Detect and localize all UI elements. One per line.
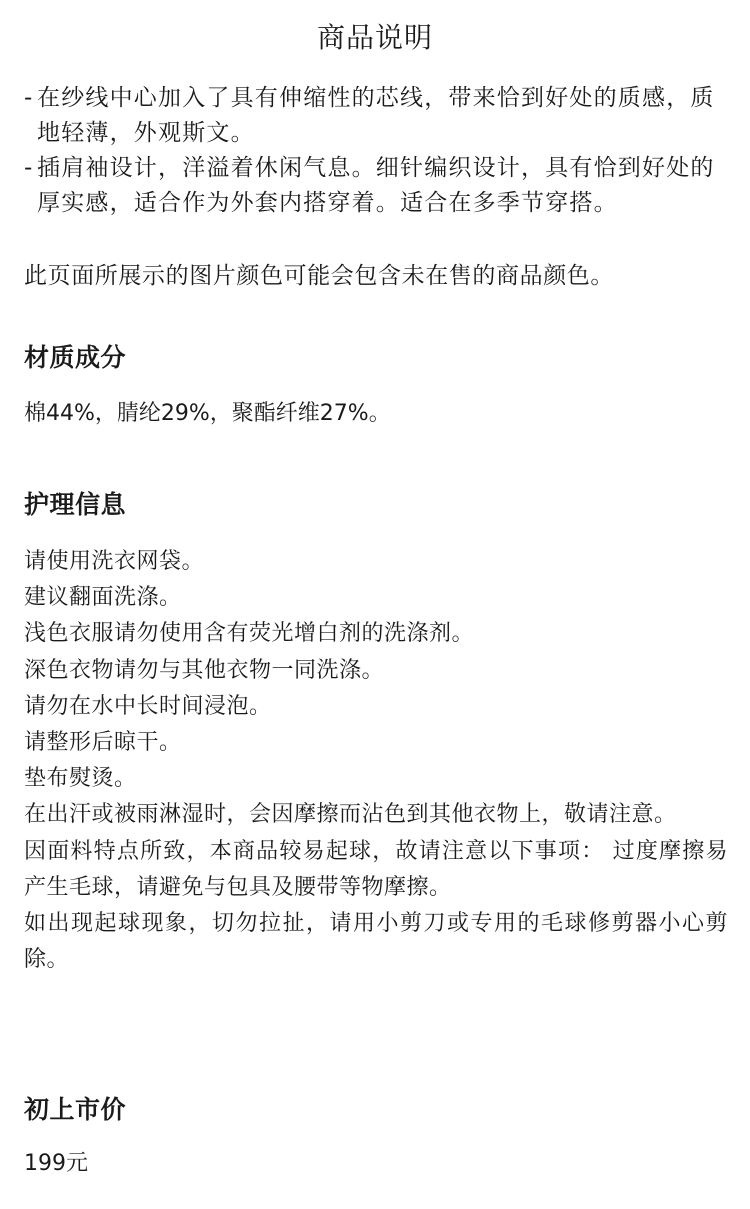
care-item: 如出现起球现象，切勿拉扯，请用小剪刀或专用的毛球修剪器小心剪除。 [24, 911, 728, 973]
material-heading: 材质成分 [24, 343, 127, 372]
feature-bullet-list [24, 81, 728, 221]
care-item: 浅色衣服请勿使用含有荧光增白剂的洗涤剂。 [24, 621, 475, 647]
feature-bullet [24, 151, 728, 221]
bullet-dash: - [24, 85, 34, 111]
material-composition: 棉44%，腈纶29%，聚酯纤维27%。 [24, 401, 391, 426]
launch-price: 199元 [24, 1151, 88, 1176]
feature-bullet [24, 81, 728, 151]
color-disclaimer: 此页面所展示的图片颜色可能会包含未在售的商品颜色。 [24, 263, 614, 289]
feature-bullet-text: 在纱线中心加入了具有伸缩性的芯线，带来恰到好处的质感，质地轻薄，外观斯文。 [37, 85, 715, 146]
care-item: 请使用洗衣网袋。 [24, 549, 205, 574]
care-item: 请整形后晾干。 [24, 730, 182, 756]
care-item: 深色衣物请勿与其他衣物一同洗涤。 [24, 657, 385, 683]
care-item: 建议翻面洗涤。 [24, 585, 182, 611]
care-heading: 护理信息 [24, 490, 127, 519]
feature-bullet-text: 插肩袖设计，洋溢着休闲气息。细针编织设计，具有恰到好处的厚实感，适合作为外套内搭穿着。适合在多季节穿搭。 [37, 155, 715, 216]
care-item: 因面料特点所致，本商品较易起球，故请注意以下事项： 过度摩擦易产生毛球，请避免与包具及腰带等物摩擦。 [24, 838, 728, 900]
price-heading: 初上市价 [24, 1095, 127, 1124]
care-item: 垫布熨烫。 [24, 766, 137, 792]
bullet-dash: - [24, 155, 34, 181]
page-title: 商品说明 [316, 21, 433, 54]
care-item: 在出汗或被雨淋湿时，会因摩擦而沾色到其他衣物上，敬请注意。 [24, 802, 677, 828]
care-instruction-list [24, 544, 728, 978]
care-item: 请勿在水中长时间浸泡。 [24, 693, 272, 719]
